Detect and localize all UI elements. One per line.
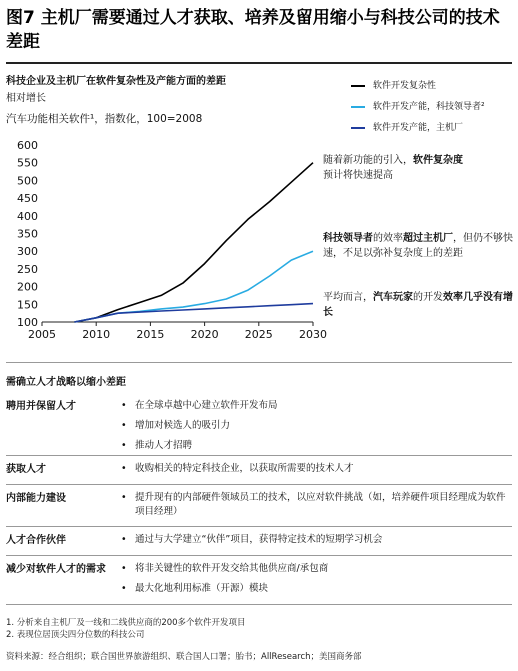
list-item bbox=[121, 491, 512, 519]
y-tick-label: 300 bbox=[17, 245, 38, 259]
annotation-tech-mid: 的效率 bbox=[373, 233, 403, 244]
bullet-icon: • bbox=[121, 492, 127, 503]
row-label: 聘用并保留人才 bbox=[6, 401, 76, 412]
item-text: 增加对候选人的吸引力 bbox=[135, 420, 231, 431]
annotation-complexity-pre: 随着新功能的引入， bbox=[323, 155, 413, 166]
legend-label-tech-leaders: 软件开发产能，科技领导者² bbox=[373, 102, 485, 112]
chart-title: 科技企业及主机厂在软件复杂性及产能方面的差距 bbox=[6, 76, 226, 87]
item-text: 最大化地利用标准（开源）模块 bbox=[135, 583, 269, 594]
row-items bbox=[121, 562, 512, 602]
row-label: 人才合作伙伴 bbox=[6, 535, 66, 546]
chart-bottom-divider bbox=[6, 362, 512, 363]
chart-subtitle: 相对增长 bbox=[6, 93, 46, 104]
row-items bbox=[121, 399, 512, 459]
legend-swatch-oems bbox=[351, 127, 365, 129]
legend-swatch-tech-leaders bbox=[351, 106, 365, 108]
footnote-2: 2. 表现位居顶尖四分位数的科技公司 bbox=[6, 630, 145, 640]
list-item bbox=[121, 562, 512, 576]
row-divider bbox=[6, 484, 512, 485]
row-divider bbox=[6, 455, 512, 456]
annotation-oems-pre: 平均而言， bbox=[323, 292, 373, 303]
row-label: 内部能力建设 bbox=[6, 493, 66, 504]
y-tick-label: 250 bbox=[17, 262, 38, 276]
legend-item-complexity bbox=[351, 77, 516, 95]
annotation-complexity-post: 预计将快速提高 bbox=[323, 170, 393, 181]
annotation-oems-mid: 的开发 bbox=[413, 292, 443, 303]
annotation-oems-bold1: 汽车玩家 bbox=[373, 292, 413, 303]
bullet-icon: • bbox=[121, 463, 127, 474]
list-item bbox=[121, 439, 512, 453]
figure-title: 图7 主机厂需要通过人才获取、培养及留用缩小与科技公司的技术差距 bbox=[6, 8, 500, 52]
footnote-1: 1. 分析来自主机厂及一线和二线供应商的200多个软件开发项目 bbox=[6, 618, 246, 628]
x-tick-label: 2005 bbox=[28, 328, 56, 341]
row-items bbox=[121, 491, 512, 525]
list-item bbox=[121, 419, 512, 433]
y-tick-label: 150 bbox=[17, 298, 38, 312]
series-line-1 bbox=[75, 251, 314, 322]
row-items bbox=[121, 533, 512, 553]
x-tick-label: 2025 bbox=[244, 328, 273, 341]
annotation-complexity-bold: 软件复杂度 bbox=[413, 155, 463, 166]
bullet-icon: • bbox=[121, 534, 127, 545]
chart-unit-note: 汽车功能相关软件¹，指数化，100=2008 bbox=[6, 113, 203, 125]
strategy-title: 需确立人才战略以缩小差距 bbox=[6, 377, 126, 388]
annotation-tech-bold2: 超过主机厂 bbox=[403, 233, 453, 244]
x-tick-label: 2030 bbox=[299, 328, 327, 341]
row-label: 减少对软件人才的需求 bbox=[6, 564, 106, 575]
x-tick-label: 2020 bbox=[190, 328, 219, 341]
annotation-tech-post: ，但仍不够快速，不足以弥补复杂度上的差距 bbox=[323, 233, 513, 259]
row-divider bbox=[6, 604, 512, 605]
item-text: 通过与大学建立“伙伴”项目，获得特定技术的短期学习机会 bbox=[135, 534, 383, 545]
y-tick-label: 600 bbox=[17, 139, 38, 152]
legend-item-tech-leaders bbox=[351, 98, 516, 116]
bullet-icon: • bbox=[121, 400, 127, 411]
item-text: 将非关键性的软件开发交给其他供应商/承包商 bbox=[135, 563, 329, 574]
y-tick-label: 200 bbox=[17, 280, 38, 294]
chart-legend bbox=[351, 77, 516, 140]
legend-swatch-complexity bbox=[351, 85, 365, 87]
y-tick-label: 450 bbox=[17, 192, 38, 206]
list-item bbox=[121, 399, 512, 413]
annotation-oems-bold2: 效率几乎没有增长 bbox=[323, 292, 513, 318]
bullet-icon: • bbox=[121, 420, 127, 431]
item-text: 提升现有的内部硬件领域员工的技术，以应对软件挑战（如，培养硬件项目经理成为软件项目经理） bbox=[135, 492, 506, 517]
source-note: 资料来源：经合组织；联合国世界旅游组织、联合国人口署；胎书；AllResearch；美国商务部 bbox=[6, 652, 362, 662]
title-divider bbox=[6, 62, 512, 64]
y-tick-label: 500 bbox=[17, 174, 38, 188]
row-divider bbox=[6, 526, 512, 527]
bullet-icon: • bbox=[121, 440, 127, 451]
bullet-icon: • bbox=[121, 563, 127, 574]
annotation-tech-bold1: 科技领导者 bbox=[323, 233, 373, 244]
x-tick-label: 2010 bbox=[82, 328, 111, 341]
annotation-complexity bbox=[323, 153, 513, 183]
item-text: 收购相关的特定科技企业，以获取所需要的技术人才 bbox=[135, 463, 354, 474]
row-divider bbox=[6, 555, 512, 556]
row-label: 获取人才 bbox=[6, 464, 46, 475]
annotation-tech-leaders bbox=[323, 231, 513, 261]
y-tick-label: 350 bbox=[17, 227, 38, 241]
list-item bbox=[121, 462, 512, 476]
list-item bbox=[121, 582, 512, 596]
row-items bbox=[121, 462, 512, 482]
annotation-oems bbox=[323, 290, 513, 320]
item-text: 推动人才招聘 bbox=[135, 440, 193, 451]
y-tick-label: 400 bbox=[17, 209, 38, 223]
series-line-0 bbox=[75, 163, 314, 322]
y-tick-label: 550 bbox=[17, 156, 38, 170]
legend-label-oems: 软件开发产能，主机厂 bbox=[373, 123, 464, 133]
y-tick-label: 100 bbox=[17, 316, 38, 329]
legend-label-complexity: 软件开发复杂性 bbox=[373, 81, 437, 91]
item-text: 在全球卓越中心建立软件开发布局 bbox=[135, 400, 278, 411]
x-tick-label: 2015 bbox=[136, 328, 165, 341]
list-item bbox=[121, 533, 512, 547]
bullet-icon: • bbox=[121, 583, 127, 594]
